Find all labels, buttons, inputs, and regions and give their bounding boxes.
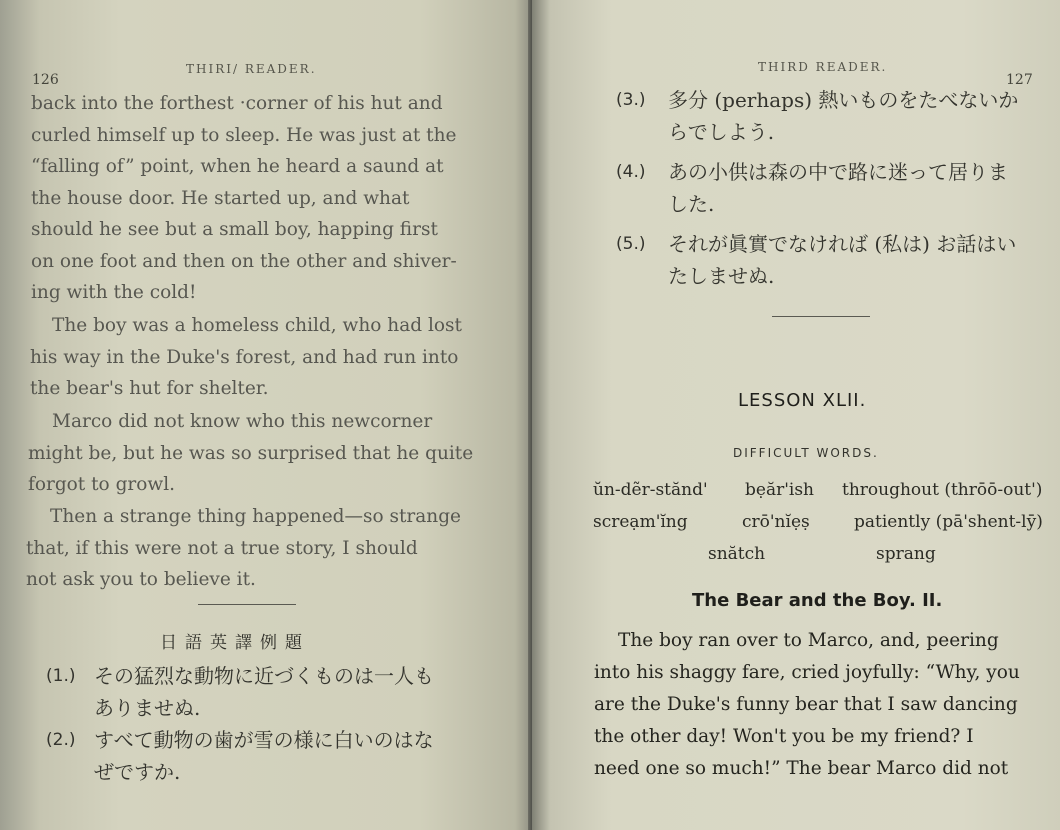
text-line: back into the forthest ·corner of his hut and bbox=[31, 93, 443, 114]
vocab-word: throughout (thrōō-out') bbox=[842, 480, 1043, 500]
text-line: The boy ran over to Marco, and, peering bbox=[618, 630, 999, 651]
difficult-words-heading: DIFFICULT WORDS. bbox=[733, 446, 879, 460]
text-line: The boy was a homeless child, who had lost bbox=[52, 315, 462, 336]
text-line: are the Duke's funny bear that I saw dancing bbox=[594, 694, 1018, 715]
text-line: curled himself up to sleep. He was just at the bbox=[31, 124, 457, 146]
text-line: the other day! Won't you be my friend? I bbox=[594, 726, 974, 747]
exercise-line: その猛烈な動物に近づくものは一人も bbox=[94, 664, 434, 688]
vocab-word: screạm'ĭng bbox=[593, 512, 688, 532]
exercise-number: (5.) bbox=[616, 234, 646, 254]
exercise-line: ありませぬ. bbox=[94, 696, 201, 720]
text-line: into his shaggy fare, cried joyfully: “Why, you bbox=[594, 662, 1020, 683]
text-line: not ask you to believe it. bbox=[26, 569, 256, 590]
vocab-word: snătch bbox=[708, 544, 766, 564]
text-line: ing with the cold! bbox=[31, 282, 197, 303]
exercise-line: たしませぬ. bbox=[668, 264, 775, 288]
lesson-title: LESSON XLII. bbox=[738, 390, 867, 411]
paragraph bbox=[26, 501, 462, 596]
text-line: need one so much!” The bear Marco did not bbox=[594, 758, 1009, 779]
text-line: Marco did not know who this newcorner bbox=[52, 411, 433, 432]
vocab-word: sprang bbox=[876, 544, 936, 564]
vocab-word: ŭn-dẽr-stănd' bbox=[593, 480, 708, 500]
text-line: on one foot and then on the other and shiver- bbox=[31, 250, 457, 272]
section-divider bbox=[772, 316, 870, 317]
section-divider bbox=[198, 604, 296, 605]
paragraph bbox=[28, 406, 474, 501]
exercise-item bbox=[46, 660, 496, 724]
exercise-item bbox=[616, 84, 1046, 148]
text-line: the bear's hut for shelter. bbox=[30, 378, 269, 399]
exercise-line: あの小供は森の中で路に迷って居りま bbox=[668, 160, 1008, 184]
text-line: the house door. He started up, and what bbox=[31, 187, 410, 209]
text-line: should he see but a small boy, happing first bbox=[31, 219, 438, 240]
exercise-line: 多分 (perhaps) 熱いものをたべないか bbox=[668, 88, 1019, 112]
text-line: that, if this were not a true story, I should bbox=[26, 537, 418, 559]
paragraph bbox=[30, 310, 462, 405]
exercise-item bbox=[616, 156, 1046, 220]
exercise-line: らでしよう. bbox=[668, 120, 775, 144]
exercise-number: (4.) bbox=[616, 162, 646, 182]
page-number: 127 bbox=[1006, 72, 1033, 88]
running-head: THIRD READER. bbox=[758, 60, 888, 74]
vocab-word: bẹăr'ish bbox=[745, 480, 814, 500]
exercise-line: すべて動物の歯が雪の様に白いのはな bbox=[94, 728, 434, 752]
text-line: “falling of” point, when he heard a saund at bbox=[31, 156, 444, 177]
exercise-number: (2.) bbox=[46, 730, 76, 750]
exercise-line: それが眞實でなければ (私は) お話はい bbox=[668, 232, 1017, 256]
exercise-item bbox=[616, 228, 1046, 292]
exercise-title: 日語英譯例題 bbox=[160, 633, 310, 653]
paragraph bbox=[31, 88, 457, 309]
text-line: forgot to growl. bbox=[28, 474, 176, 495]
running-head: THIRI/ READER. bbox=[186, 62, 317, 76]
text-line: his way in the Duke's forest, and had run into bbox=[30, 346, 459, 368]
text-line: Then a strange thing happened—so strange bbox=[50, 506, 462, 527]
exercise-number: (1.) bbox=[46, 666, 76, 686]
vocab-word: crō'nĭẹṣ bbox=[742, 512, 810, 532]
text-line: might be, but he was so surprised that he quite bbox=[28, 442, 474, 464]
exercise-number: (3.) bbox=[616, 90, 646, 110]
vocab-word: patiently (pā'shent-lȳ) bbox=[854, 512, 1043, 532]
story-paragraph bbox=[594, 625, 1020, 785]
exercise-line: ぜですか. bbox=[94, 760, 181, 784]
story-title: The Bear and the Boy. II. bbox=[692, 590, 943, 611]
exercise-item bbox=[46, 724, 496, 788]
exercise-line: した. bbox=[668, 192, 715, 216]
right-page bbox=[532, 0, 1060, 830]
page-number: 126 bbox=[32, 72, 59, 88]
